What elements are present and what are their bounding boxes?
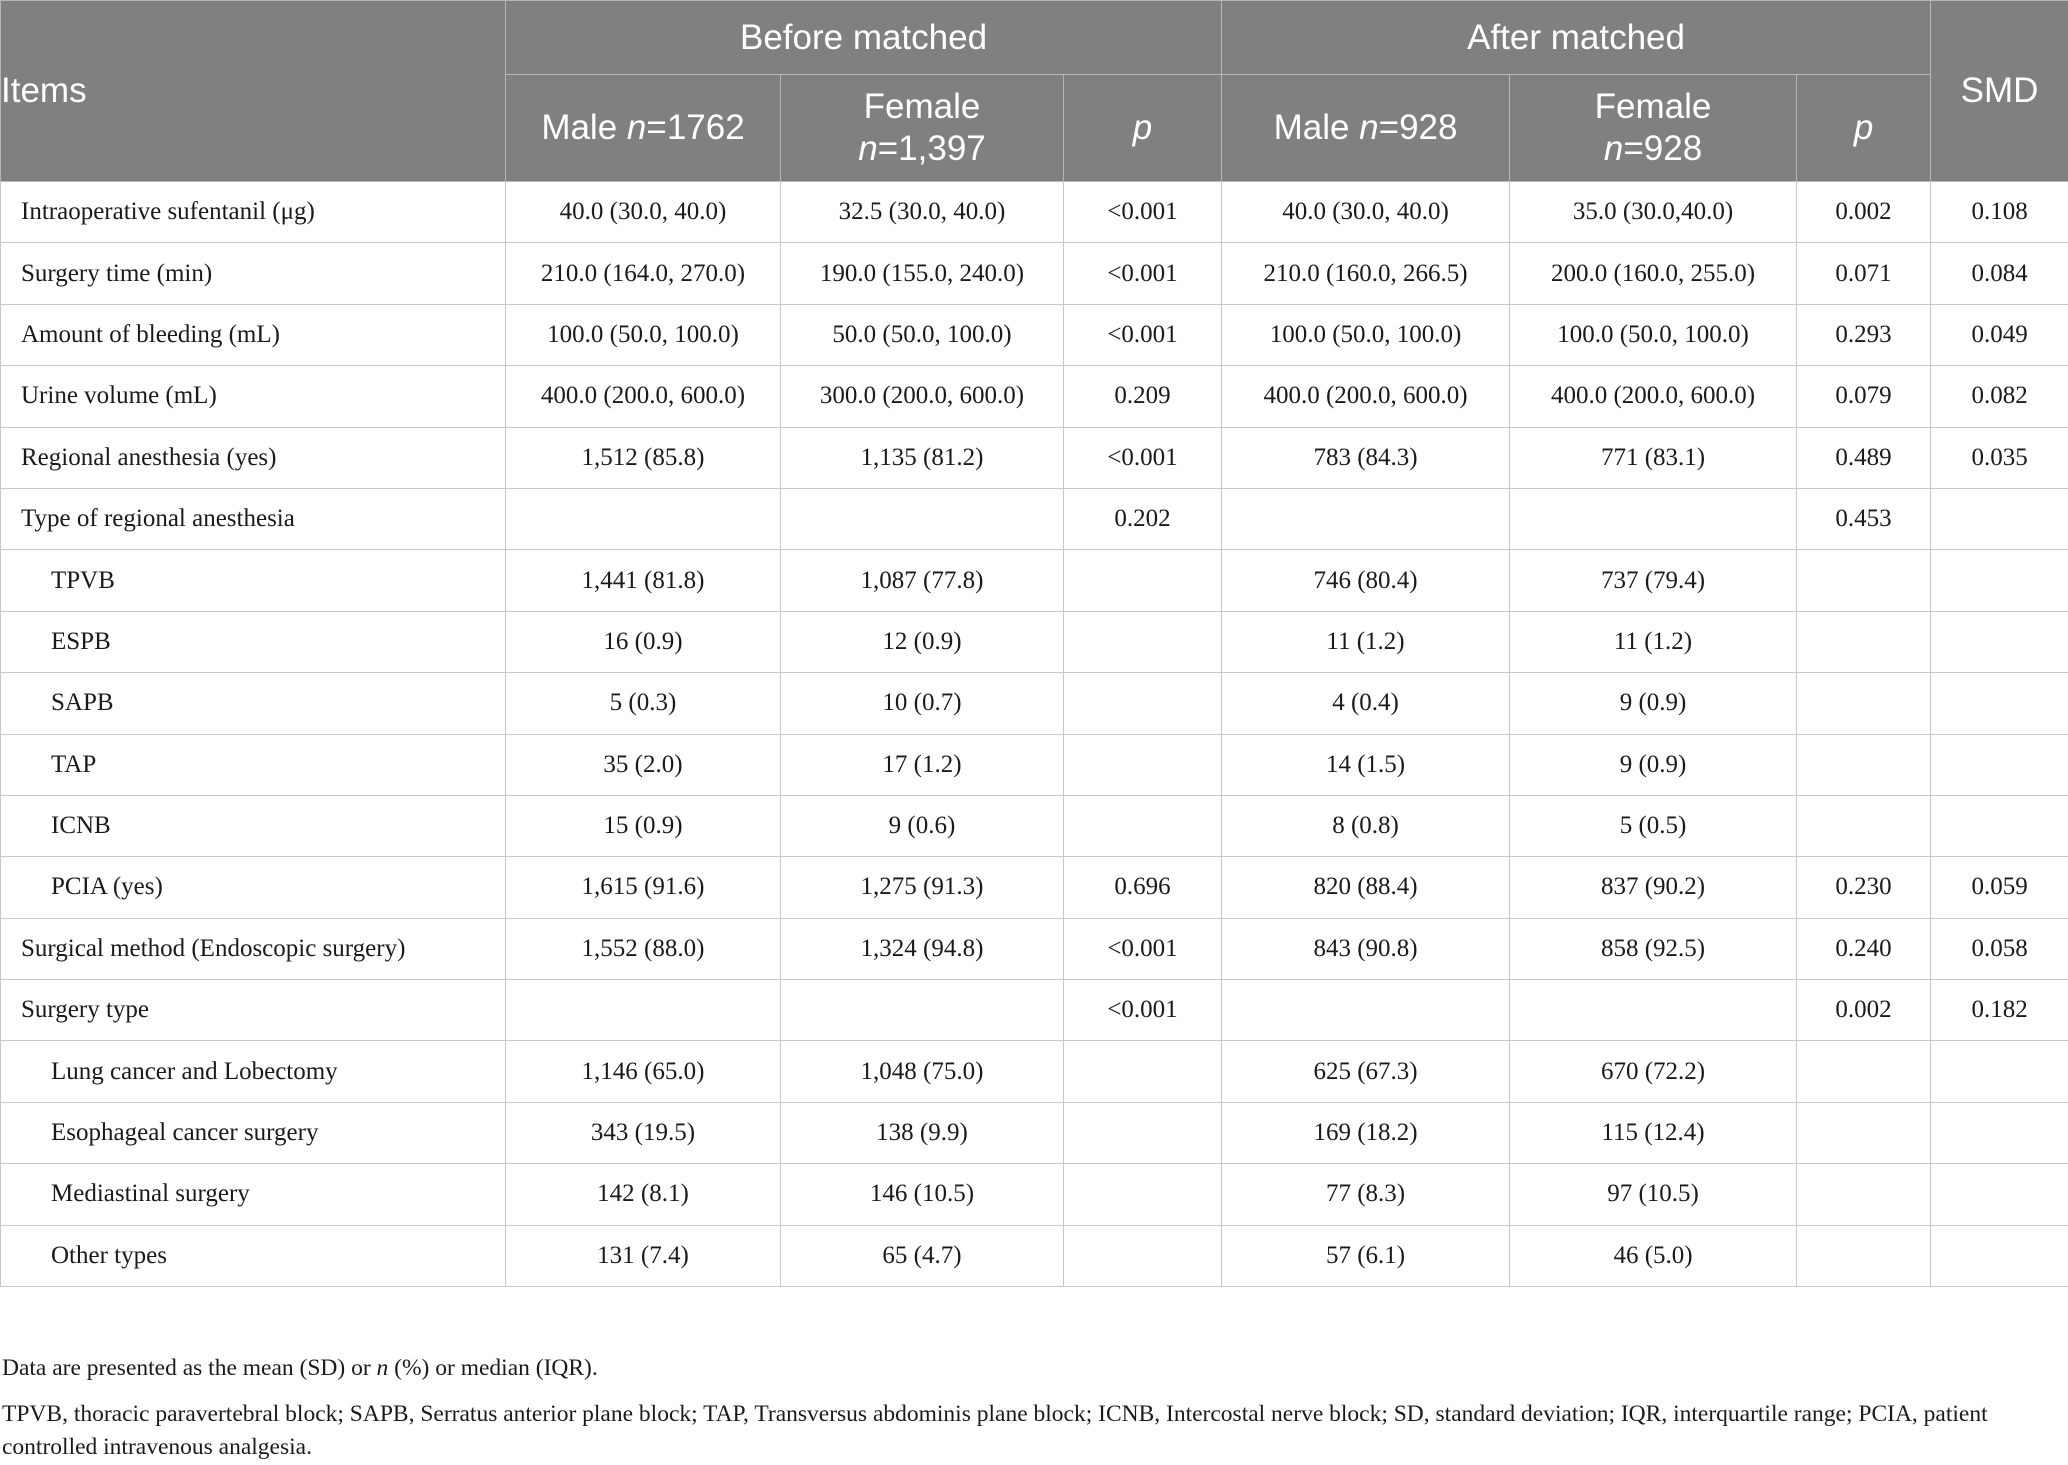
after-male-cell: 843 (90.8) <box>1222 918 1510 979</box>
row-label: Other types <box>1 1225 506 1286</box>
items-header: Items <box>1 1 506 182</box>
table-row <box>1 243 2068 304</box>
after-male-cell: 100.0 (50.0, 100.0) <box>1222 304 1510 365</box>
before-p-cell: 0.209 <box>1064 366 1222 427</box>
before-p-cell <box>1064 1225 1222 1286</box>
before-female-cell: 190.0 (155.0, 240.0) <box>781 243 1064 304</box>
after-p-cell: 0.489 <box>1797 427 1931 488</box>
row-label: Surgery time (min) <box>1 243 506 304</box>
before-female-cell: 300.0 (200.0, 600.0) <box>781 366 1064 427</box>
table-row <box>1 1164 2068 1225</box>
before-female-cell <box>781 980 1064 1041</box>
after-male-cell: 210.0 (160.0, 266.5) <box>1222 243 1510 304</box>
after-female-cell <box>1510 488 1797 549</box>
before-female-cell: 146 (10.5) <box>781 1164 1064 1225</box>
after-male-cell: 625 (67.3) <box>1222 1041 1510 1102</box>
after-female-cell: 115 (12.4) <box>1510 1102 1797 1163</box>
before-p-cell <box>1064 734 1222 795</box>
before-p-cell: <0.001 <box>1064 304 1222 365</box>
row-label: Type of regional anesthesia <box>1 488 506 549</box>
before-male-cell: 100.0 (50.0, 100.0) <box>506 304 781 365</box>
smd-cell: 0.082 <box>1931 366 2068 427</box>
after-male-cell: 40.0 (30.0, 40.0) <box>1222 182 1510 243</box>
before-female-cell: 1,048 (75.0) <box>781 1041 1064 1102</box>
table-row <box>1 795 2068 856</box>
after-p-cell: 0.002 <box>1797 980 1931 1041</box>
after-male-cell: 820 (88.4) <box>1222 857 1510 918</box>
after-male-cell: 783 (84.3) <box>1222 427 1510 488</box>
before-matched-header: Before matched <box>506 1 1222 75</box>
before-female-cell: 9 (0.6) <box>781 795 1064 856</box>
smd-cell <box>1931 1102 2068 1163</box>
before-female-cell: 50.0 (50.0, 100.0) <box>781 304 1064 365</box>
after-p-cell <box>1797 1164 1931 1225</box>
before-male-cell: 1,146 (65.0) <box>506 1041 781 1102</box>
table-row <box>1 304 2068 365</box>
table-row <box>1 918 2068 979</box>
smd-cell: 0.084 <box>1931 243 2068 304</box>
after-female-cell: 670 (72.2) <box>1510 1041 1797 1102</box>
smd-cell <box>1931 1225 2068 1286</box>
before-female-cell: 1,087 (77.8) <box>781 550 1064 611</box>
before-male-cell: 343 (19.5) <box>506 1102 781 1163</box>
before-male-cell: 1,441 (81.8) <box>506 550 781 611</box>
table-row <box>1 182 2068 243</box>
after-female-cell <box>1510 980 1797 1041</box>
row-label: Regional anesthesia (yes) <box>1 427 506 488</box>
after-p-cell: 0.293 <box>1797 304 1931 365</box>
before-male-cell: 40.0 (30.0, 40.0) <box>506 182 781 243</box>
before-male-cell: 210.0 (164.0, 270.0) <box>506 243 781 304</box>
smd-cell <box>1931 611 2068 672</box>
after-female-header: Female n=928 <box>1510 75 1797 182</box>
before-p-cell: <0.001 <box>1064 427 1222 488</box>
smd-cell <box>1931 673 2068 734</box>
after-p-cell <box>1797 1102 1931 1163</box>
after-male-cell: 77 (8.3) <box>1222 1164 1510 1225</box>
row-label: Urine volume (mL) <box>1 366 506 427</box>
before-p-cell <box>1064 550 1222 611</box>
before-male-header: Male n=1762 <box>506 75 781 182</box>
after-p-cell: 0.230 <box>1797 857 1931 918</box>
smd-cell <box>1931 795 2068 856</box>
before-male-cell: 35 (2.0) <box>506 734 781 795</box>
before-male-cell: 131 (7.4) <box>506 1225 781 1286</box>
after-female-cell: 200.0 (160.0, 255.0) <box>1510 243 1797 304</box>
table-row <box>1 550 2068 611</box>
after-p-cell: 0.240 <box>1797 918 1931 979</box>
before-male-cell: 1,615 (91.6) <box>506 857 781 918</box>
before-female-cell <box>781 488 1064 549</box>
before-female-cell: 1,275 (91.3) <box>781 857 1064 918</box>
row-label: Esophageal cancer surgery <box>1 1102 506 1163</box>
before-female-cell: 1,135 (81.2) <box>781 427 1064 488</box>
smd-cell <box>1931 1164 2068 1225</box>
before-female-cell: 10 (0.7) <box>781 673 1064 734</box>
table-row <box>1 980 2068 1041</box>
before-male-cell: 5 (0.3) <box>506 673 781 734</box>
after-p-cell <box>1797 734 1931 795</box>
after-female-cell: 400.0 (200.0, 600.0) <box>1510 366 1797 427</box>
before-p-cell <box>1064 1164 1222 1225</box>
before-p-cell: <0.001 <box>1064 918 1222 979</box>
before-male-cell: 1,552 (88.0) <box>506 918 781 979</box>
after-female-cell: 46 (5.0) <box>1510 1225 1797 1286</box>
row-label: Intraoperative sufentanil (μg) <box>1 182 506 243</box>
row-label: PCIA (yes) <box>1 857 506 918</box>
before-male-cell <box>506 980 781 1041</box>
after-female-cell: 771 (83.1) <box>1510 427 1797 488</box>
before-male-cell: 16 (0.9) <box>506 611 781 672</box>
after-female-cell: 858 (92.5) <box>1510 918 1797 979</box>
after-male-cell: 57 (6.1) <box>1222 1225 1510 1286</box>
footnote-data-presentation: Data are presented as the mean (SD) or n (%) or median (IQR). <box>2 1355 598 1381</box>
after-female-cell: 737 (79.4) <box>1510 550 1797 611</box>
smd-cell <box>1931 734 2068 795</box>
after-p-cell: 0.071 <box>1797 243 1931 304</box>
after-male-cell: 14 (1.5) <box>1222 734 1510 795</box>
smd-cell: 0.108 <box>1931 182 2068 243</box>
after-matched-header: After matched <box>1222 1 1931 75</box>
before-male-cell: 15 (0.9) <box>506 795 781 856</box>
before-p-cell <box>1064 795 1222 856</box>
after-male-cell: 746 (80.4) <box>1222 550 1510 611</box>
after-male-cell <box>1222 980 1510 1041</box>
after-male-cell <box>1222 488 1510 549</box>
after-p-cell: 0.453 <box>1797 488 1931 549</box>
after-male-cell: 169 (18.2) <box>1222 1102 1510 1163</box>
after-p-header: p <box>1797 75 1931 182</box>
table-row <box>1 857 2068 918</box>
smd-header: SMD <box>1931 1 2068 182</box>
smd-cell: 0.182 <box>1931 980 2068 1041</box>
after-male-cell: 11 (1.2) <box>1222 611 1510 672</box>
smd-cell <box>1931 488 2068 549</box>
after-female-cell: 9 (0.9) <box>1510 734 1797 795</box>
after-female-cell: 9 (0.9) <box>1510 673 1797 734</box>
smd-cell: 0.035 <box>1931 427 2068 488</box>
before-p-cell: <0.001 <box>1064 980 1222 1041</box>
row-label: ICNB <box>1 795 506 856</box>
before-p-cell: <0.001 <box>1064 182 1222 243</box>
before-p-cell <box>1064 1041 1222 1102</box>
smd-cell: 0.058 <box>1931 918 2068 979</box>
before-female-cell: 138 (9.9) <box>781 1102 1064 1163</box>
before-male-cell: 1,512 (85.8) <box>506 427 781 488</box>
row-label: Amount of bleeding (mL) <box>1 304 506 365</box>
after-male-cell: 8 (0.8) <box>1222 795 1510 856</box>
table-row <box>1 427 2068 488</box>
before-female-cell: 65 (4.7) <box>781 1225 1064 1286</box>
row-label: Surgery type <box>1 980 506 1041</box>
after-female-cell: 35.0 (30.0,40.0) <box>1510 182 1797 243</box>
before-female-cell: 17 (1.2) <box>781 734 1064 795</box>
after-p-cell <box>1797 1225 1931 1286</box>
table-row <box>1 611 2068 672</box>
before-female-header: Female n=1,397 <box>781 75 1064 182</box>
before-p-cell: 0.696 <box>1064 857 1222 918</box>
table-row <box>1 1041 2068 1102</box>
after-female-cell: 100.0 (50.0, 100.0) <box>1510 304 1797 365</box>
table-row <box>1 366 2068 427</box>
smd-cell <box>1931 550 2068 611</box>
row-label: ESPB <box>1 611 506 672</box>
after-male-cell: 400.0 (200.0, 600.0) <box>1222 366 1510 427</box>
table-row <box>1 734 2068 795</box>
before-p-cell: 0.202 <box>1064 488 1222 549</box>
before-p-cell <box>1064 1102 1222 1163</box>
after-female-cell: 5 (0.5) <box>1510 795 1797 856</box>
before-male-cell: 400.0 (200.0, 600.0) <box>506 366 781 427</box>
row-label: SAPB <box>1 673 506 734</box>
smd-cell: 0.059 <box>1931 857 2068 918</box>
after-p-cell <box>1797 550 1931 611</box>
after-female-cell: 837 (90.2) <box>1510 857 1797 918</box>
table-row <box>1 1102 2068 1163</box>
table-row <box>1 673 2068 734</box>
before-p-cell: <0.001 <box>1064 243 1222 304</box>
after-female-cell: 11 (1.2) <box>1510 611 1797 672</box>
row-label: TPVB <box>1 550 506 611</box>
before-male-cell: 142 (8.1) <box>506 1164 781 1225</box>
after-p-cell <box>1797 673 1931 734</box>
after-p-cell <box>1797 795 1931 856</box>
before-female-cell: 32.5 (30.0, 40.0) <box>781 182 1064 243</box>
table-row <box>1 1225 2068 1286</box>
row-label: TAP <box>1 734 506 795</box>
after-female-cell: 97 (10.5) <box>1510 1164 1797 1225</box>
after-male-cell: 4 (0.4) <box>1222 673 1510 734</box>
table-footnotes <box>2 1352 2042 1464</box>
smd-cell <box>1931 1041 2068 1102</box>
before-p-cell <box>1064 673 1222 734</box>
smd-cell: 0.049 <box>1931 304 2068 365</box>
after-p-cell: 0.079 <box>1797 366 1931 427</box>
before-p-cell <box>1064 611 1222 672</box>
before-female-cell: 12 (0.9) <box>781 611 1064 672</box>
before-p-header: p <box>1064 75 1222 182</box>
after-p-cell <box>1797 611 1931 672</box>
after-p-cell <box>1797 1041 1931 1102</box>
after-p-cell: 0.002 <box>1797 182 1931 243</box>
table-row <box>1 488 2068 549</box>
before-male-cell <box>506 488 781 549</box>
row-label: Mediastinal surgery <box>1 1164 506 1225</box>
footnote-abbreviations: TPVB, thoracic paravertebral block; SAPB, Serratus anterior plane block; TAP, Transversus abdominis plane block; ICNB, Intercostal nerve block; SD, standard deviation; IQR, interquartile range; PCIA, patient controlled intravenous analgesia. <box>2 1401 1988 1460</box>
before-female-cell: 1,324 (94.8) <box>781 918 1064 979</box>
row-label: Lung cancer and Lobectomy <box>1 1041 506 1102</box>
row-label: Surgical method (Endoscopic surgery) <box>1 918 506 979</box>
after-male-header: Male n=928 <box>1222 75 1510 182</box>
